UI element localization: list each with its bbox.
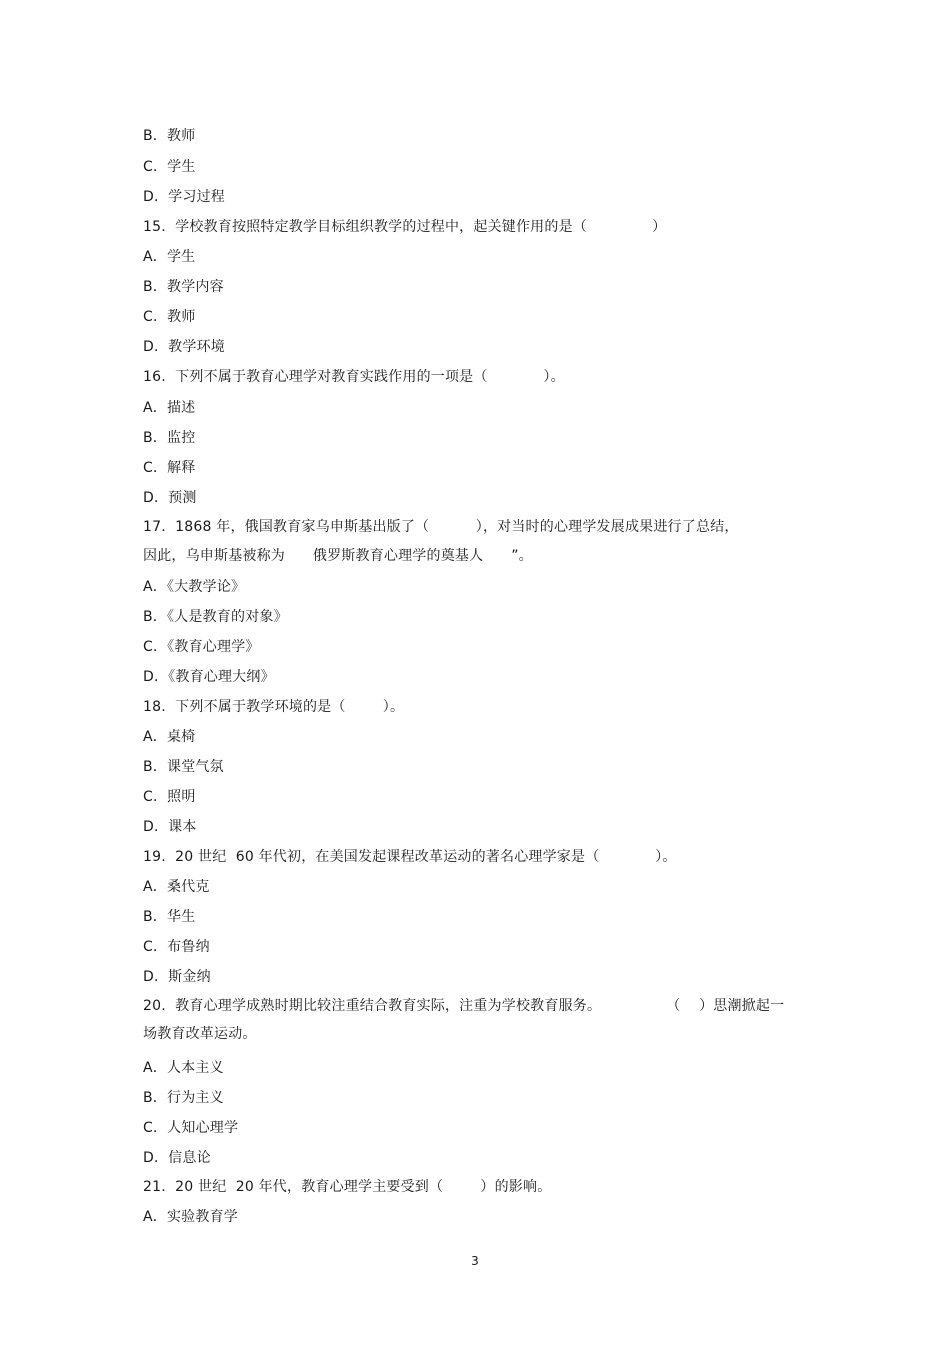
option-16d: D．预测 [143, 490, 197, 506]
option-21a: A．实验教育学 [143, 1209, 238, 1225]
option-20d: D．信息论 [143, 1150, 211, 1166]
option-18d: D．课本 [143, 819, 197, 835]
option-18b: B．课堂气氛 [143, 759, 224, 775]
question-16: 16. 下列不属于教育心理学对教育实践作用的一项是（ ）。 [143, 369, 565, 385]
option-16c: C．解释 [143, 460, 196, 476]
option-17b: B．《人是教育的对象》 [143, 609, 288, 625]
page-number: 3 [471, 1254, 479, 1268]
option-15c: C．教师 [143, 309, 196, 325]
option-14b: B．教师 [143, 128, 196, 144]
option-20a: A．人本主义 [143, 1060, 224, 1076]
question-21: 21. 20 世纪 20 年代，教育心理学主要受到（ ）的影响。 [143, 1179, 552, 1195]
option-20b: B．行为主义 [143, 1090, 224, 1106]
option-19b: B．华生 [143, 909, 196, 925]
option-20c: C．人知心理学 [143, 1120, 239, 1136]
option-14d: D．学习过程 [143, 189, 225, 205]
option-18a: A．桌椅 [143, 729, 196, 745]
question-19: 19. 20 世纪 60 年代初，在美国发起课程改革运动的著名心理学家是（ ）。 [143, 849, 677, 865]
option-19c: C．布鲁纳 [143, 939, 210, 955]
option-15a: A．学生 [143, 249, 196, 265]
question-17-line-1: 17. 1868 年，俄国教育家乌申斯基出版了（ ），对当时的心理学发展成果进行了总结， [143, 519, 739, 535]
option-19a: A．桑代克 [143, 879, 210, 895]
question-20-line-1: 20. 教育心理学成熟时期比较注重结合教育实际，注重为学校教育服务。 （ ）思潮掀起一 [143, 998, 785, 1014]
option-15b: B．教学内容 [143, 279, 224, 295]
option-17d: D．《教育心理大纲》 [143, 669, 275, 685]
option-18c: C．照明 [143, 789, 196, 805]
option-14c: C．学生 [143, 159, 196, 175]
option-19d: D．斯金纳 [143, 969, 211, 985]
question-18: 18. 下列不属于教学环境的是（ ）。 [143, 699, 405, 715]
option-17c: C．《教育心理学》 [143, 639, 260, 655]
option-16a: A．描述 [143, 400, 196, 416]
option-16b: B．监控 [143, 430, 196, 446]
question-17-line-2: 因此，乌申斯基被称为 俄罗斯教育心理学的奠基人 ”。 [143, 548, 533, 564]
question-20-line-2: 场教育改革运动。 [143, 1026, 257, 1042]
question-15: 15. 学校教育按照特定教学目标组织教学的过程中，起关键作用的是（ ） [143, 219, 667, 235]
option-17a: A．《大教学论》 [143, 579, 246, 595]
option-15d: D．教学环境 [143, 339, 225, 355]
